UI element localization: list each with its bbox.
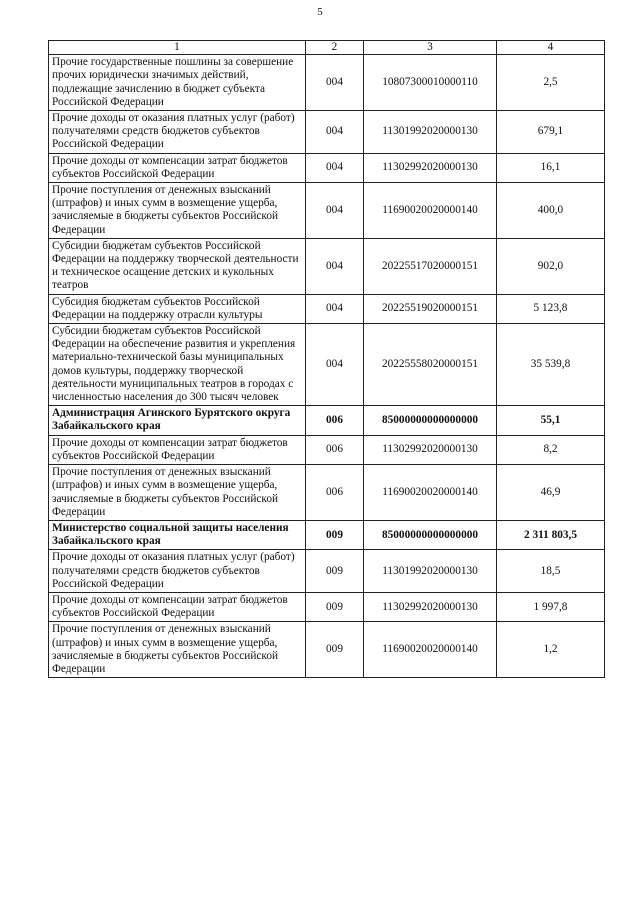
row-name-cell: Субсидия бюджетам субъектов Российской Федерации на поддержку отрасли культуры xyxy=(49,294,306,323)
table-header-row xyxy=(49,41,605,55)
table-row xyxy=(49,406,605,435)
table-row xyxy=(49,622,605,678)
row-code-cell: 006 xyxy=(306,465,364,521)
row-kbk-cell: 10807300010000110 xyxy=(364,55,497,111)
table-row xyxy=(49,520,605,549)
column-header-1: 1 xyxy=(49,41,306,55)
table-row xyxy=(49,550,605,593)
row-amount-cell: 902,0 xyxy=(497,238,605,294)
table-row xyxy=(49,111,605,154)
row-amount-cell: 18,5 xyxy=(497,550,605,593)
table-row xyxy=(49,465,605,521)
row-kbk-cell: 11690020020000140 xyxy=(364,622,497,678)
row-name-cell: Администрация Агинского Бурятского округа Забайкальского края xyxy=(49,406,306,435)
row-name-cell: Прочие доходы от компенсации затрат бюджетов субъектов Российской Федерации xyxy=(49,153,306,182)
row-amount-cell: 400,0 xyxy=(497,183,605,239)
row-name-cell: Субсидии бюджетам субъектов Российской Федерации на поддержку творческой деятельности и техническое осащение детских и кукольных театров xyxy=(49,238,306,294)
row-name-cell: Прочие доходы от компенсации затрат бюджетов субъектов Российской Федерации xyxy=(49,592,306,621)
row-name-cell: Прочие государственные пошлины за совершение прочих юридически значимых действий, подлежащие зачислению в бюджет субъекта Российской Федерации xyxy=(49,55,306,111)
row-name-cell: Прочие поступления от денежных взысканий (штрафов) и иных сумм в возмещение ущерба, зачисляемые в бюджеты субъектов Российской Федерации xyxy=(49,622,306,678)
row-kbk-cell: 11301992020000130 xyxy=(364,111,497,154)
row-name-cell: Прочие поступления от денежных взысканий (штрафов) и иных сумм в возмещение ущерба, зачисляемые в бюджеты субъектов Российской Федерации xyxy=(49,465,306,521)
row-code-cell: 004 xyxy=(306,294,364,323)
table-row xyxy=(49,238,605,294)
row-amount-cell: 2,5 xyxy=(497,55,605,111)
row-name-cell: Прочие доходы от оказания платных услуг (работ) получателями средств бюджетов субъектов Российской Федерации xyxy=(49,550,306,593)
table-row xyxy=(49,592,605,621)
page-number: 5 xyxy=(317,6,323,18)
table-row xyxy=(49,55,605,111)
row-kbk-cell: 11690020020000140 xyxy=(364,465,497,521)
table-body xyxy=(49,55,605,678)
row-kbk-cell: 20225519020000151 xyxy=(364,294,497,323)
row-code-cell: 009 xyxy=(306,622,364,678)
column-header-4: 4 xyxy=(497,41,605,55)
row-amount-cell: 8,2 xyxy=(497,435,605,464)
row-kbk-cell: 20225517020000151 xyxy=(364,238,497,294)
row-code-cell: 004 xyxy=(306,153,364,182)
row-amount-cell: 46,9 xyxy=(497,465,605,521)
row-kbk-cell: 11302992020000130 xyxy=(364,153,497,182)
row-name-cell: Прочие доходы от оказания платных услуг (работ) получателями средств бюджетов субъектов Российской Федерации xyxy=(49,111,306,154)
row-code-cell: 004 xyxy=(306,238,364,294)
column-header-2: 2 xyxy=(306,41,364,55)
table-row xyxy=(49,435,605,464)
row-amount-cell: 5 123,8 xyxy=(497,294,605,323)
row-kbk-cell: 11690020020000140 xyxy=(364,183,497,239)
row-amount-cell: 1,2 xyxy=(497,622,605,678)
row-amount-cell: 1 997,8 xyxy=(497,592,605,621)
column-header-3: 3 xyxy=(364,41,497,55)
row-code-cell: 009 xyxy=(306,550,364,593)
row-code-cell: 004 xyxy=(306,324,364,406)
row-code-cell: 006 xyxy=(306,406,364,435)
row-code-cell: 009 xyxy=(306,520,364,549)
row-name-cell: Прочие поступления от денежных взысканий (штрафов) и иных сумм в возмещение ущерба, зачисляемые в бюджеты субъектов Российской Федерации xyxy=(49,183,306,239)
row-amount-cell: 16,1 xyxy=(497,153,605,182)
table-row xyxy=(49,153,605,182)
row-name-cell: Министерство социальной защиты населения Забайкальского края xyxy=(49,520,306,549)
table-row xyxy=(49,324,605,406)
table-row xyxy=(49,183,605,239)
row-amount-cell: 35 539,8 xyxy=(497,324,605,406)
row-kbk-cell: 11301992020000130 xyxy=(364,550,497,593)
row-kbk-cell: 85000000000000000 xyxy=(364,406,497,435)
row-kbk-cell: 11302992020000130 xyxy=(364,435,497,464)
row-kbk-cell: 20225558020000151 xyxy=(364,324,497,406)
row-kbk-cell: 11302992020000130 xyxy=(364,592,497,621)
row-code-cell: 004 xyxy=(306,111,364,154)
table-row xyxy=(49,294,605,323)
row-code-cell: 006 xyxy=(306,435,364,464)
row-kbk-cell: 85000000000000000 xyxy=(364,520,497,549)
row-amount-cell: 679,1 xyxy=(497,111,605,154)
row-code-cell: 004 xyxy=(306,55,364,111)
budget-revenue-table xyxy=(48,40,605,678)
row-name-cell: Прочие доходы от компенсации затрат бюджетов субъектов Российской Федерации xyxy=(49,435,306,464)
row-name-cell: Субсидии бюджетам субъектов Российской Федерации на обеспечение развития и укрепления материально-технической базы муниципальных домов культуры, поддержку творческой деятельности муниципальных театров в городах с численностью населения до 300 тысяч человек xyxy=(49,324,306,406)
row-amount-cell: 55,1 xyxy=(497,406,605,435)
row-code-cell: 004 xyxy=(306,183,364,239)
row-amount-cell: 2 311 803,5 xyxy=(497,520,605,549)
row-code-cell: 009 xyxy=(306,592,364,621)
